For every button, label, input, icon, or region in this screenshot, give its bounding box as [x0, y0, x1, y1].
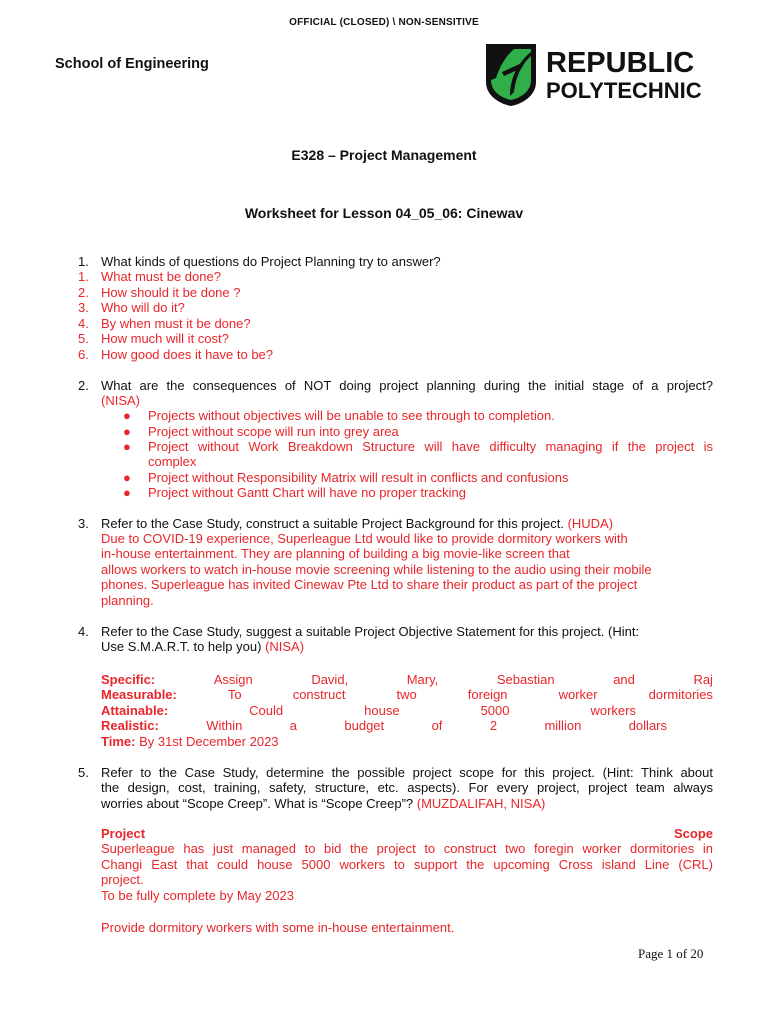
smart-word: 2: [489, 718, 498, 733]
scope-deadline: To be fully complete by May 2023: [101, 888, 294, 903]
shield-icon: [484, 42, 704, 108]
smart-realistic: [101, 718, 667, 734]
smart-time-text: By 31st December 2023: [139, 734, 279, 749]
smart-attainable: [101, 703, 636, 719]
q2-tag: (NISA): [101, 393, 140, 408]
q3-question: Refer to the Case Study, construct a suitable Project Background for this project.: [101, 516, 564, 531]
scope-provide: Provide dormitory workers with some in-house entertainment.: [101, 920, 455, 935]
q2-bullet: Project without Responsibility Matrix will result in conflicts and confusions: [148, 470, 569, 485]
scope-heading-right: Scope: [673, 826, 713, 841]
smart-word: Within: [206, 718, 243, 733]
smart-word: Could: [249, 703, 284, 718]
smart-specific: [101, 672, 713, 688]
q4-question-line2-wrap: [101, 639, 713, 655]
q1-answer-num: 2.: [78, 285, 89, 300]
q1-answer-num: 3.: [78, 300, 89, 315]
q5-question-line: the design, cost, training, safety, structure, etc. aspects). For every project, project team always: [101, 780, 713, 795]
q4-question-line1: Refer to the Case Study, suggest a suitable Project Objective Statement for this project. (Hint:: [101, 624, 640, 639]
q1-number: 1.: [78, 254, 89, 269]
smart-label: Realistic:: [101, 718, 159, 733]
scope-heading: [101, 826, 713, 842]
q2-bullet: Projects without objectives will be unable to see through to completion.: [148, 408, 555, 423]
smart-word: Sebastian: [496, 672, 555, 687]
smart-label: Specific:: [101, 672, 156, 687]
smart-word: construct: [292, 687, 346, 702]
classification-label: OFFICIAL (CLOSED) \ NON-SENSITIVE: [289, 17, 479, 28]
q5-question-line3-wrap: [101, 796, 713, 812]
logo-line2: POLYTECHNIC: [546, 78, 702, 103]
bullet-icon: ●: [123, 470, 131, 485]
smart-word: and: [613, 672, 635, 687]
smart-word: workers: [590, 703, 636, 718]
smart-word: dollars: [628, 718, 667, 733]
smart-word: Raj: [693, 672, 713, 687]
smart-word: budget: [344, 718, 385, 733]
q2-bullet: Project without scope will run into grey area: [148, 424, 399, 439]
course-title: E328 – Project Management: [291, 147, 477, 163]
q5-number: 5.: [78, 765, 89, 780]
smart-word: a: [289, 718, 297, 733]
smart-word: To: [227, 687, 242, 702]
smart-word: of: [431, 718, 443, 733]
q3-question-line: [101, 516, 713, 532]
q5-tag: (MUZDALIFAH, NISA): [416, 796, 546, 811]
q4-tag: (NISA): [265, 639, 305, 654]
bullet-icon: ●: [123, 408, 131, 423]
bullet-icon: ●: [123, 439, 131, 454]
smart-label: Measurable:: [101, 687, 177, 702]
q2-bullet: Project without Work Breakdown Structure will have difficulty managing if the project is: [148, 439, 713, 454]
q3-answer-line: Due to COVID-19 experience, Superleague Ltd would like to provide dormitory workers with: [101, 531, 628, 546]
worksheet-title: Worksheet for Lesson 04_05_06: Cinewav: [244, 205, 524, 221]
q3-answer-line: planning.: [101, 593, 154, 608]
smart-measurable: [101, 687, 713, 703]
q1-question: What kinds of questions do Project Planning try to answer?: [101, 254, 441, 269]
logo-line1: REPUBLIC: [546, 47, 695, 79]
bullet-icon: ●: [123, 424, 131, 439]
q3-answer-line: in-house entertainment. They are planning of building a big movie-like screen that: [101, 546, 570, 561]
smart-word: David,: [311, 672, 349, 687]
q1-answer-num: 4.: [78, 316, 89, 331]
q1-answer: Who will do it?: [101, 300, 185, 315]
q1-answer-num: 5.: [78, 331, 89, 346]
republic-polytechnic-logo: [484, 42, 704, 108]
bullet-icon: ●: [123, 485, 131, 500]
school-name: School of Engineering: [55, 56, 209, 72]
q3-answer-line: allows workers to watch in-house movie screening while listening to the audio using their mobile: [101, 562, 652, 577]
q2-number: 2.: [78, 378, 89, 393]
smart-word: foreign: [467, 687, 508, 702]
smart-word: 5000: [480, 703, 510, 718]
q4-number: 4.: [78, 624, 89, 639]
smart-label: Time:: [101, 734, 136, 749]
q2-question: What are the consequences of NOT doing project planning during the initial stage of a project?: [101, 378, 713, 393]
q1-answer: How should it be done ?: [101, 285, 241, 300]
smart-word: Mary,: [406, 672, 439, 687]
q1-answer: How much will it cost?: [101, 331, 229, 346]
smart-label: Attainable:: [101, 703, 169, 718]
scope-line: project.: [101, 872, 144, 887]
smart-word: house: [364, 703, 400, 718]
scope-line: Superleague has just managed to bid the project to construct two foregin worker dormitories in: [101, 841, 713, 856]
q3-tag: (HUDA): [567, 516, 614, 531]
q2-bullet-continuation: complex: [148, 454, 197, 469]
q1-answer-num: 6.: [78, 347, 89, 362]
q3-number: 3.: [78, 516, 89, 531]
q3-answer-line: phones. Superleague has invited Cinewav Pte Ltd to share their product as part of the project: [101, 577, 638, 592]
q5-question-line3: worries about “Scope Creep”. What is “Scope Creep”?: [101, 796, 414, 811]
smart-word: worker: [558, 687, 598, 702]
smart-time: [101, 734, 713, 750]
smart-word: dormitories: [648, 687, 713, 702]
q1-answer-num: 1.: [78, 269, 89, 284]
scope-heading-left: Project: [101, 826, 146, 841]
q2-bullet: Project without Gantt Chart will have no proper tracking: [148, 485, 466, 500]
q1-answer: How good does it have to be?: [101, 347, 274, 362]
q4-question-line2: Use S.M.A.R.T. to help you): [101, 639, 262, 654]
scope-line: Changi East that could house 5000 workers to support the upcoming Cross island Line (CRL): [101, 857, 713, 872]
q1-answer: By when must it be done?: [101, 316, 251, 331]
smart-word: two: [396, 687, 417, 702]
smart-word: million: [544, 718, 582, 733]
smart-word: Assign: [213, 672, 253, 687]
q1-answer: What must be done?: [101, 269, 221, 284]
q5-question-line: Refer to the Case Study, determine the possible project scope for this project. (Hint: Think about: [101, 765, 713, 780]
page-number: Page 1 of 20: [638, 946, 704, 961]
